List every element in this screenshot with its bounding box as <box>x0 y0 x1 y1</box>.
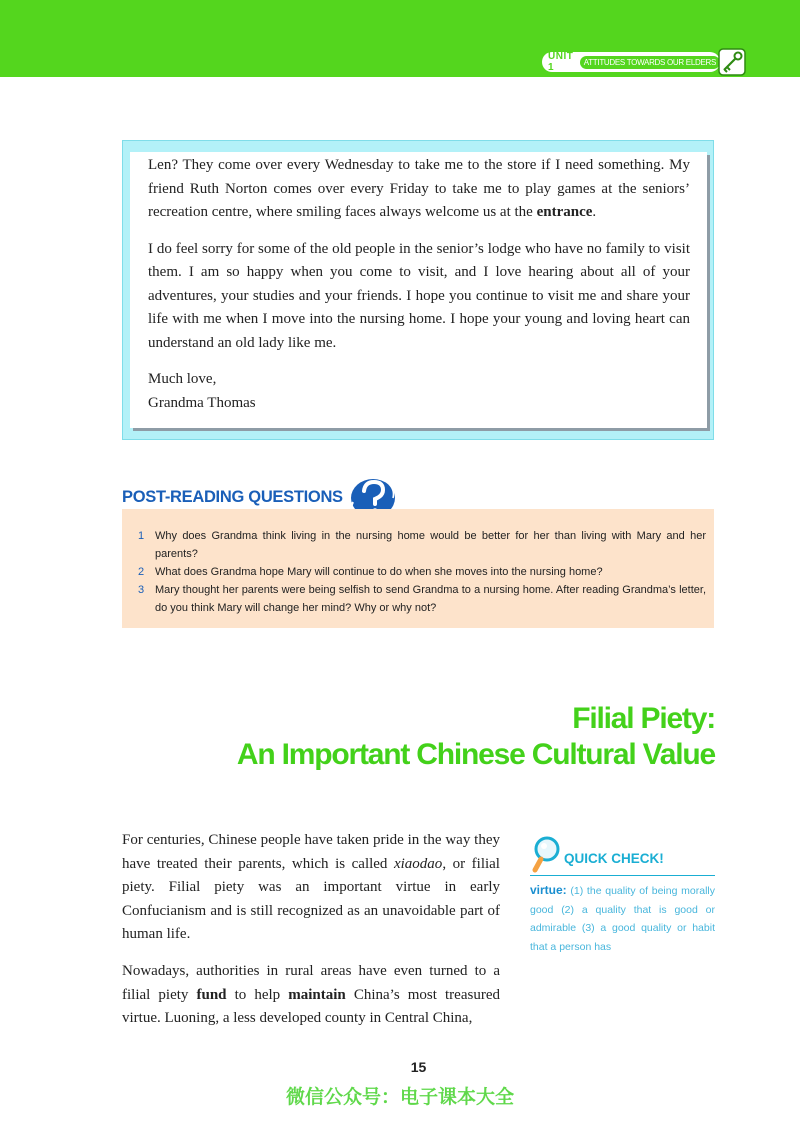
post-reading-title: POST-READING QUESTIONS <box>122 488 343 506</box>
question-text: Mary thought her parents were being selfish to send Grandma to a nursing home. After reading Grandma’s letter, do you think Mary will change her mind? Why or why not? <box>155 584 706 614</box>
quick-check-title: QUICK CHECK! <box>564 851 664 866</box>
watermark-text: 微信公众号：电子课本大全 <box>285 1086 514 1108</box>
article-title-line2: An Important Chinese Cultural Value <box>236 738 715 771</box>
letter-paragraph: I do feel sorry for some of the old people in the senior’s lodge who have no family to visit them. I am so happy when you come to visit, and I love hearing about all of your adventures, your studies and your friends. I hope you continue to visit me and share your life with me when I move into the nursing home. I hope your young and loving heart can understand an old lady like me. <box>148 240 690 351</box>
article-text: , or filial piety. Filial piety was an important virtue in early Confucianism and is still recognized as an unavoidable part of human life. <box>122 855 500 943</box>
vocab-word: fund <box>196 986 227 1003</box>
question-item <box>138 527 706 563</box>
question-text: Why does Grandma think living in the nursing home would be better for her than living with Mary and her parents? <box>155 530 706 560</box>
page-number: 15 <box>410 1059 427 1075</box>
article-paragraph <box>122 829 500 947</box>
article-title-line1: Filial Piety: <box>572 702 715 735</box>
question-text: What does Grandma hope Mary will continue to do when she moves into the nursing home? <box>155 566 603 578</box>
question-item <box>138 563 706 581</box>
article-paragraph <box>122 960 500 1031</box>
unit-badge <box>542 52 720 72</box>
quick-check-definition <box>530 881 715 956</box>
letter-paragraph <box>148 154 690 225</box>
article-body <box>122 829 500 1044</box>
vocab-word: entrance <box>536 204 593 220</box>
letter-text: Len? They come over every Wednesday to take me to the store if I need something. My friend Ruth Norton comes over every Friday to take me to play games at the seniors’ recreation centre, where smiling faces always welcome us at the <box>148 157 690 220</box>
article-text: China’s most treasured virtue. Luoning, a less developed county in Central China, <box>122 986 500 1027</box>
key-icon <box>718 48 746 76</box>
question-number: 3 <box>138 584 145 596</box>
article-text: Nowadays, authorities in rural areas have even turned to a filial piety <box>122 962 500 1003</box>
letter-body <box>148 154 690 415</box>
definition-word: virtue: <box>530 883 567 897</box>
letter-signature: Grandma Thomas <box>148 394 256 411</box>
question-number: 2 <box>138 566 145 578</box>
article-text: For centuries, Chinese people have taken pride in the way they have treated their parents, which is called <box>122 832 500 872</box>
definition-text: (1) the quality of being morally good (2) a quality that is good or admirable (3) a good quality or habit that a person has <box>530 885 715 953</box>
pinyin-term: xiaodao <box>393 855 443 872</box>
question-number: 1 <box>138 530 145 542</box>
magnifier-icon <box>530 835 564 880</box>
quick-check-divider <box>530 875 715 876</box>
question-item <box>138 581 706 617</box>
unit-number: UNIT 1 <box>548 51 574 73</box>
unit-title: ATTITUDES TOWARDS OUR ELDERS <box>580 56 720 69</box>
vocab-word: maintain <box>288 986 346 1003</box>
article-text: to help <box>226 986 289 1003</box>
letter-closing: Much love, <box>148 371 217 387</box>
punctuation: . <box>592 204 597 220</box>
question-list <box>138 527 706 617</box>
